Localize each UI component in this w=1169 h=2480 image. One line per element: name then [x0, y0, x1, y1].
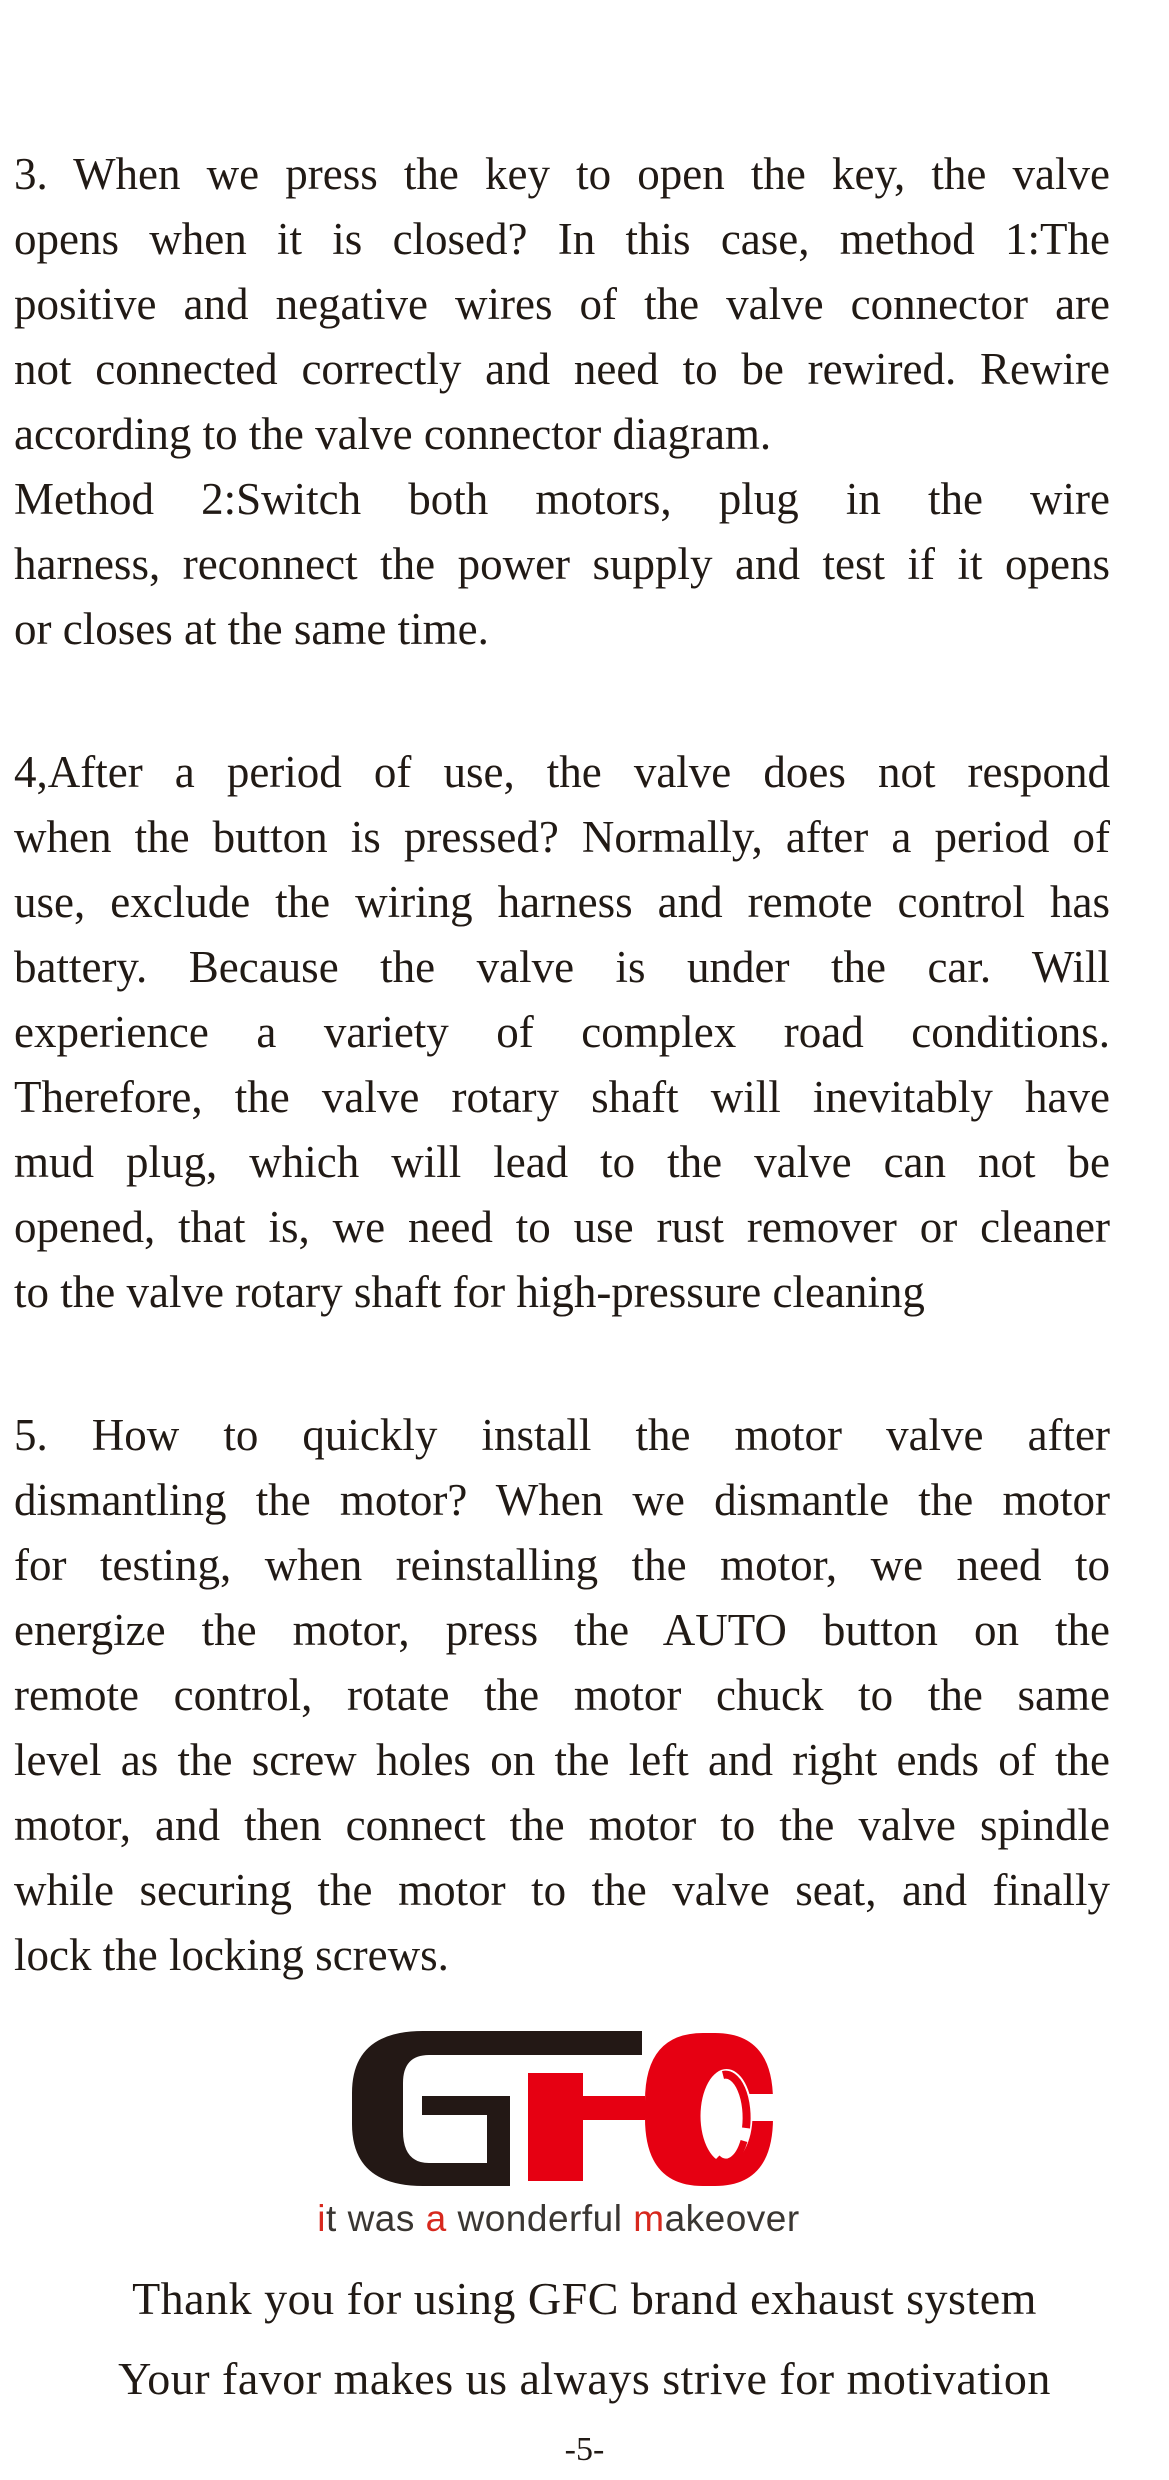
text-line: experience a variety of complex road conditions.	[14, 1007, 1110, 1057]
text-line: 4,After a period of use, the valve does not respond	[14, 747, 1110, 797]
text-line: motor, and then connect the motor to the valve spindle	[14, 1800, 1110, 1850]
text-line: while securing the motor to the valve seat, and finally	[14, 1865, 1110, 1915]
text-line: opens when it is closed? In this case, method 1:The	[14, 214, 1110, 264]
text-line: 3. When we press the key to open the key, the valve	[14, 149, 1110, 199]
text-line: according to the valve connector diagram.	[14, 409, 772, 459]
page-number: -5-	[564, 2431, 605, 2468]
tagline-segment: wonderful	[446, 2198, 634, 2239]
logo-letter-f	[528, 2073, 645, 2181]
tagline-segment: m	[633, 2198, 665, 2239]
faq-item-3-method-2	[14, 467, 1110, 662]
faq-paragraphs	[14, 0, 1110, 1988]
text-line: harness, reconnect the power supply and test if it opens	[14, 539, 1110, 589]
text-line: energize the motor, press the AUTO button on the	[14, 1605, 1110, 1655]
logo-tire-highlight-top	[723, 2075, 747, 2128]
text-line: Therefore, the valve rotary shaft will inevitably have	[14, 1072, 1110, 1122]
tagline-segment: a	[425, 2198, 447, 2239]
footer	[0, 2259, 1169, 2419]
text-line: positive and negative wires of the valve connector are	[14, 279, 1110, 329]
faq-item-4	[14, 740, 1110, 1325]
tagline-segment: i	[317, 2198, 327, 2239]
gfc-logo	[317, 2031, 799, 2241]
footer-motivation-line: Your favor makes us always strive for motivation	[118, 2353, 1051, 2404]
text-line: mud plug, which will lead to the valve can not be	[14, 1137, 1110, 1187]
gfc-logo-mark-icon	[343, 2031, 773, 2186]
faq-item-3	[14, 142, 1110, 467]
text-line: opened, that is, we need to use rust remover or cleaner	[14, 1202, 1110, 1252]
logo-tagline	[317, 2196, 799, 2241]
text-line: battery. Because the valve is under the car. Will	[14, 942, 1110, 992]
tagline-segment: akeover	[664, 2198, 800, 2239]
text-line: to the valve rotary shaft for high-pressure cleaning	[14, 1267, 925, 1317]
text-line: not connected correctly and need to be rewired. Rewire	[14, 344, 1110, 394]
text-line: use, exclude the wiring harness and remote control has	[14, 877, 1110, 927]
tagline-segment: t was	[326, 2198, 426, 2239]
text-line: or closes at the same time.	[14, 604, 489, 654]
text-line: level as the screw holes on the left and right ends of the	[14, 1735, 1110, 1785]
text-line: dismantling the motor? When we dismantle the motor	[14, 1475, 1110, 1525]
text-line: for testing, when reinstalling the motor, we need to	[14, 1540, 1110, 1590]
footer-thanks-line: Thank you for using GFC brand exhaust system	[132, 2273, 1037, 2324]
text-line: Method 2:Switch both motors, plug in the wire	[14, 474, 1110, 524]
text-line: remote control, rotate the motor chuck to the same	[14, 1670, 1110, 1720]
text-line: lock the locking screws.	[14, 1930, 449, 1980]
faq-item-5	[14, 1403, 1110, 1988]
text-line: when the button is pressed? Normally, after a period of	[14, 812, 1110, 862]
text-line: 5. How to quickly install the motor valve after	[14, 1410, 1110, 1460]
gfc-logo-block	[0, 2031, 1169, 2241]
